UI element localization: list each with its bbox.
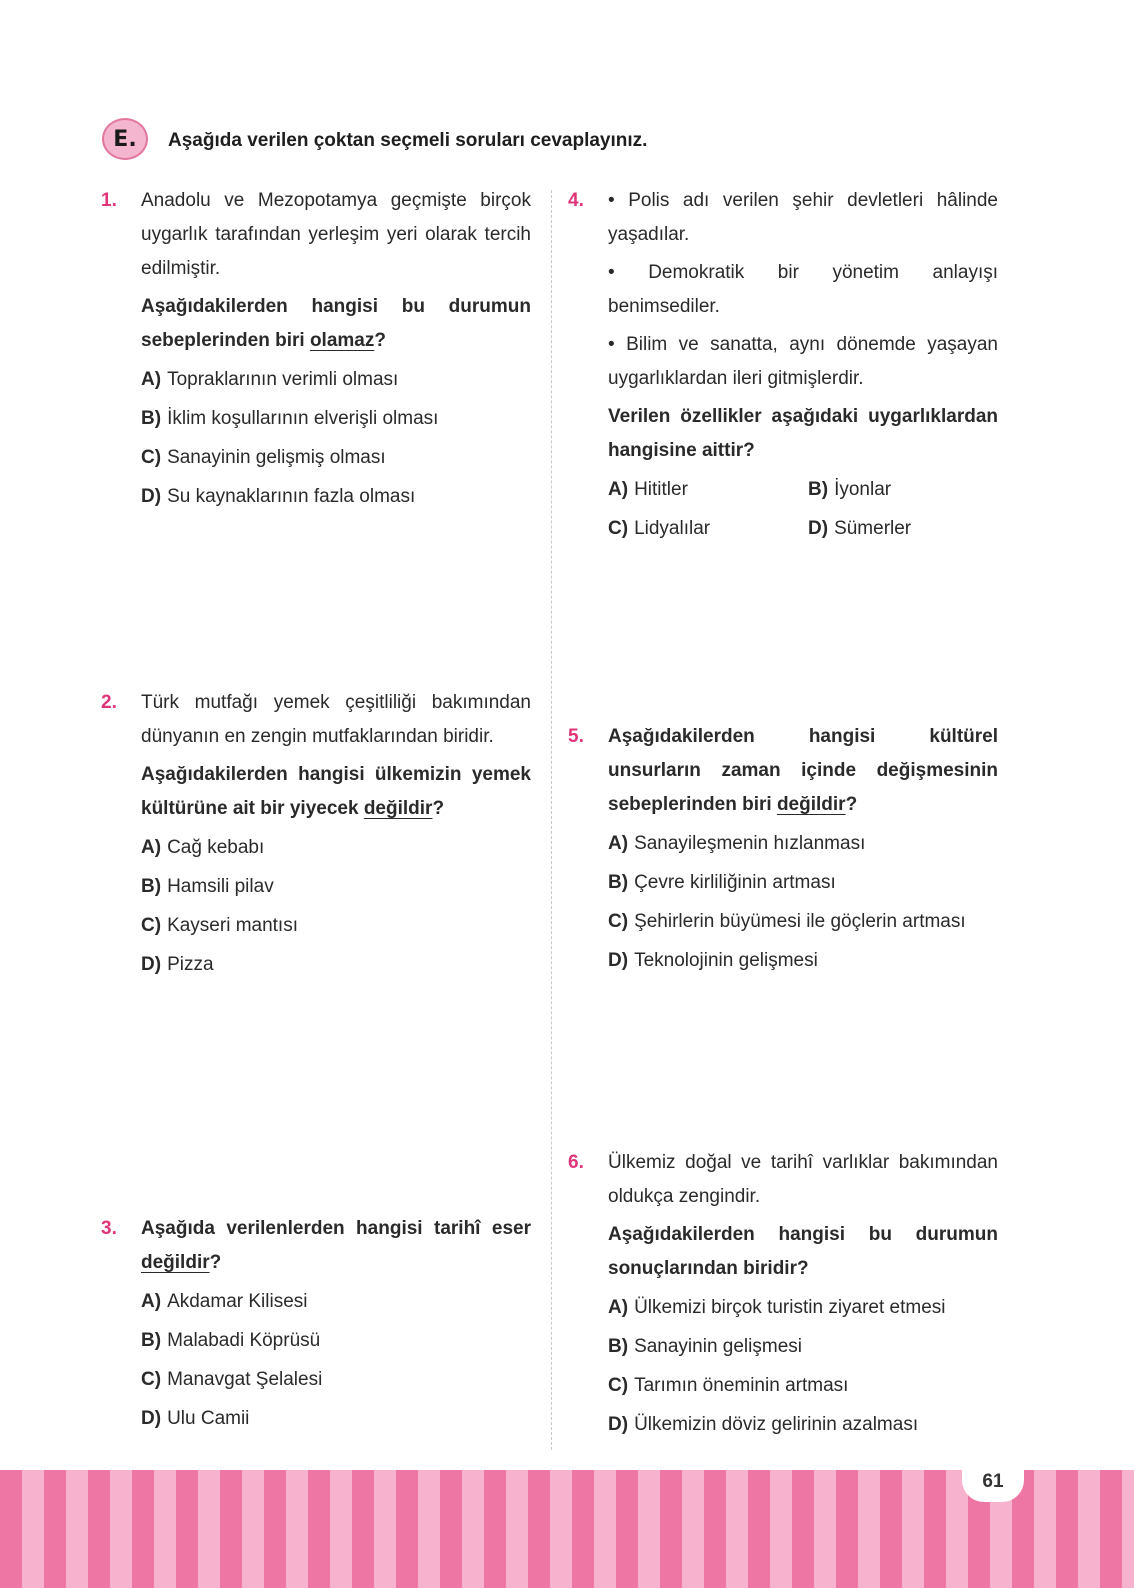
option-label: C) xyxy=(608,1375,629,1396)
question-stem: Ülkemiz doğal ve tarihî varlıklar bakımından oldukça zengindir. xyxy=(608,1152,998,1207)
prompt-end: ? xyxy=(432,798,445,819)
prompt-underlined: olamaz xyxy=(309,330,375,351)
option-label: A) xyxy=(141,369,162,390)
section-badge xyxy=(102,118,148,160)
option-label: C) xyxy=(608,518,629,539)
option-c[interactable] xyxy=(608,1369,998,1403)
prompt-text: Aşağıdakilerden hangisi ülkemizin yemek kültürüne ait bir yiyecek xyxy=(141,764,531,819)
option-text: Ülkemizi birçok turistin ziyaret etmesi xyxy=(634,1297,946,1318)
page-number: 61 xyxy=(982,1471,1004,1492)
option-label: A) xyxy=(608,1297,629,1318)
prompt-text: Aşağıda verilenlerden hangisi tarihî eser xyxy=(141,1218,531,1239)
option-c[interactable] xyxy=(608,905,998,939)
option-label: D) xyxy=(808,518,829,539)
option-text: Sanayinin gelişmiş olması xyxy=(167,447,386,468)
option-d[interactable] xyxy=(608,944,998,978)
option-text: Tarımın öneminin artması xyxy=(634,1375,849,1396)
option-c[interactable] xyxy=(141,1363,531,1397)
option-text: Kayseri mantısı xyxy=(167,915,298,936)
option-text: Manavgat Şelalesi xyxy=(167,1369,323,1390)
question-3 xyxy=(101,1212,531,1436)
question-prompt xyxy=(608,720,998,822)
option-text: Cağ kebabı xyxy=(167,837,265,858)
question-prompt: Aşağıdakilerden hangisi bu durumun sonuçlarından biridir? xyxy=(608,1224,998,1279)
question-4 xyxy=(568,184,998,546)
prompt-end: ? xyxy=(209,1252,222,1273)
option-text: Ulu Camii xyxy=(167,1408,250,1429)
option-label: C) xyxy=(141,447,162,468)
option-label: D) xyxy=(608,1414,629,1435)
option-b[interactable] xyxy=(141,870,531,904)
question-number: 6. xyxy=(568,1152,584,1173)
question-prompt xyxy=(141,290,531,358)
option-text: Malabadi Köprüsü xyxy=(167,1330,321,1351)
option-text: Sanayileşmenin hızlanması xyxy=(634,833,866,854)
prompt-text: Aşağıdakilerden hangisi kültürel unsurların zaman içinde değişmesinin sebeplerinden biri xyxy=(608,726,998,815)
option-text: Topraklarının verimli olması xyxy=(167,369,399,390)
option-c[interactable] xyxy=(141,441,531,475)
section-letter: E. xyxy=(113,126,137,152)
option-a[interactable] xyxy=(141,1285,531,1319)
question-number: 5. xyxy=(568,726,584,747)
option-d[interactable] xyxy=(141,948,531,982)
page-number-tab xyxy=(962,1462,1024,1502)
prompt-underlined: değildir xyxy=(363,798,433,819)
bullet-item: • Polis adı verilen şehir devletleri hâlinde yaşadılar. xyxy=(608,190,998,245)
question-number: 4. xyxy=(568,190,584,211)
option-text: İyonlar xyxy=(834,479,892,500)
option-a[interactable] xyxy=(608,1291,998,1325)
option-label: D) xyxy=(141,486,162,507)
option-b[interactable] xyxy=(608,1330,998,1364)
option-a[interactable] xyxy=(608,827,998,861)
option-text: Teknolojinin gelişmesi xyxy=(634,950,818,971)
option-label: C) xyxy=(141,915,162,936)
question-2 xyxy=(101,686,531,982)
option-text: Pizza xyxy=(167,954,214,975)
bullet-item: • Bilim ve sanatta, aynı dönemde yaşayan uygarlıklardan ileri gitmişlerdir. xyxy=(608,334,998,389)
bullet-item: • Demokratik bir yönetim anlayışı benimsediler. xyxy=(608,262,998,317)
option-text: Akdamar Kilisesi xyxy=(167,1291,308,1312)
option-label: B) xyxy=(608,1336,629,1357)
option-d[interactable] xyxy=(608,1408,998,1442)
option-a[interactable] xyxy=(608,473,808,507)
option-label: B) xyxy=(608,872,629,893)
option-text: Sanayinin gelişmesi xyxy=(634,1336,802,1357)
option-label: D) xyxy=(141,1408,162,1429)
option-label: B) xyxy=(808,479,829,500)
option-text: Lidyalılar xyxy=(634,518,711,539)
option-label: A) xyxy=(141,1291,162,1312)
question-1 xyxy=(101,184,531,514)
option-label: B) xyxy=(141,408,162,429)
option-text: Ülkemizin döviz gelirinin azalması xyxy=(634,1414,919,1435)
question-prompt: Verilen özellikler aşağıdaki uygarlıklardan hangisine aittir? xyxy=(608,406,998,461)
option-text: İklim koşullarının elverişli olması xyxy=(167,408,439,429)
option-label: A) xyxy=(141,837,162,858)
option-text: Su kaynaklarının fazla olması xyxy=(167,486,416,507)
option-text: Şehirlerin büyümesi ile göçlerin artması xyxy=(634,911,966,932)
option-label: C) xyxy=(141,1369,162,1390)
prompt-underlined: değildir xyxy=(141,1252,210,1273)
prompt-underlined: değildir xyxy=(776,794,846,815)
option-d[interactable] xyxy=(141,480,531,514)
option-b[interactable] xyxy=(141,402,531,436)
question-stem: Anadolu ve Mezopotamya geçmişte birçok uygarlık tarafından yerleşim yeri olarak tercih edilmiştir. xyxy=(141,190,531,279)
option-a[interactable] xyxy=(141,831,531,865)
option-label: A) xyxy=(608,833,629,854)
question-number: 2. xyxy=(101,692,117,713)
option-label: D) xyxy=(141,954,162,975)
option-label: B) xyxy=(141,876,162,897)
option-d[interactable] xyxy=(141,1402,531,1436)
option-b[interactable] xyxy=(808,473,998,507)
option-label: D) xyxy=(608,950,629,971)
option-d[interactable] xyxy=(808,512,998,546)
option-b[interactable] xyxy=(608,866,998,900)
prompt-end: ? xyxy=(845,794,858,815)
option-label: C) xyxy=(608,911,629,932)
question-prompt xyxy=(141,1212,531,1280)
option-b[interactable] xyxy=(141,1324,531,1358)
option-text: Çevre kirliliğinin artması xyxy=(634,872,836,893)
option-a[interactable] xyxy=(141,363,531,397)
option-grid xyxy=(608,473,998,546)
question-number: 1. xyxy=(101,190,117,211)
option-label: B) xyxy=(141,1330,162,1351)
option-label: A) xyxy=(608,479,629,500)
option-text: Hititler xyxy=(634,479,688,500)
question-6 xyxy=(568,1146,998,1442)
prompt-end: ? xyxy=(374,330,386,351)
option-c[interactable] xyxy=(141,909,531,943)
column-divider xyxy=(551,190,552,1450)
option-text: Hamsili pilav xyxy=(167,876,274,897)
question-prompt xyxy=(141,758,531,826)
option-text: Sümerler xyxy=(834,518,912,539)
question-number: 3. xyxy=(101,1218,117,1239)
question-5 xyxy=(568,720,998,978)
option-c[interactable] xyxy=(608,512,808,546)
question-stem: Türk mutfağı yemek çeşitliliği bakımından dünyanın en zengin mutfaklarından biridir. xyxy=(141,692,531,747)
prompt-text: Aşağıdakilerden hangisi bu durumun sebeplerinden biri xyxy=(141,296,531,351)
section-title: Aşağıda verilen çoktan seçmeli soruları cevaplayınız. xyxy=(168,130,648,151)
